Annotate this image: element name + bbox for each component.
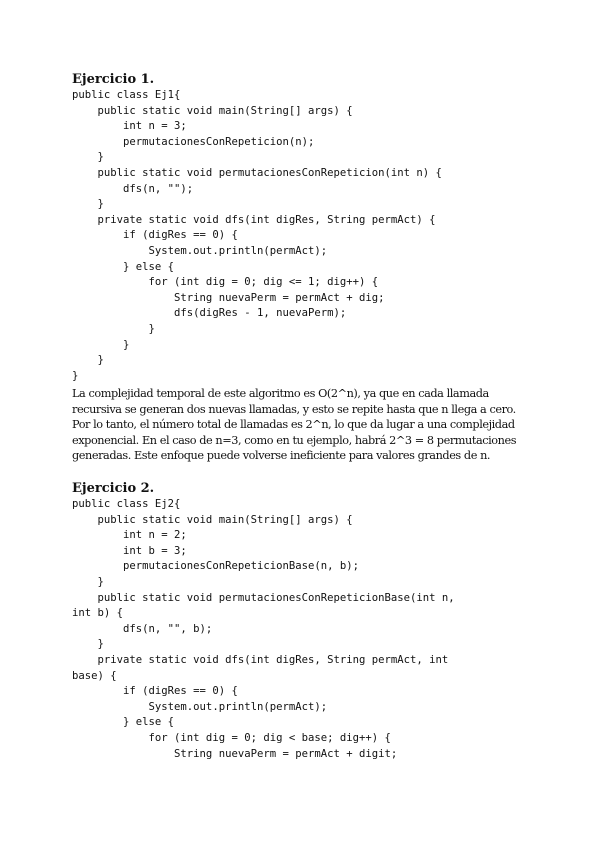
code-line: int n = 3; [72,120,187,133]
code-line: public class Ej1{ [72,89,181,101]
code-line: public static void permutacionesConRepeticion(int n) { [72,166,442,179]
code-line: System.out.println(permAct); [72,700,328,713]
code-line: int b) { [72,607,124,620]
code-line: } [72,354,104,367]
code-line: private static void dfs(int digRes, String permAct) { [72,213,436,226]
code-line: } [72,198,104,211]
code-line: public static void main(String[] args) { [72,513,353,526]
paragraph-line: recursiva se generan dos nuevas llamadas, y esto se repite hasta que n llega a cero. [72,402,516,416]
code-line: } else { [72,716,175,729]
paragraph-line: exponencial. En el caso de n=3, como en tu ejemplo, habrá 2^3 = 8 permutaciones [72,433,517,447]
paragraph-line: generadas. Este enfoque puede volverse ineficiente para valores grandes de n. [72,449,491,463]
exercise-2-code-block [72,497,542,762]
code-line: base) { [72,669,117,682]
paragraph-line: La complejidad temporal de este algoritmo es O(2^n), ya que en cada llamada [72,387,489,400]
code-line: } [72,338,130,351]
exercise-1-code-block [72,88,542,384]
code-line: public static void main(String[] args) { [72,104,353,117]
code-line: int b = 3; [72,544,187,557]
code-line: } [72,638,104,651]
code-line: for (int dig = 0; dig < base; dig++) { [72,731,391,744]
code-line: } [72,575,104,588]
code-line: dfs(n, ""); [72,182,194,195]
code-line: int n = 2; [72,529,187,542]
code-line: if (digRes == 0) { [72,229,238,242]
code-line: String nuevaPerm = permAct + digit; [72,747,398,760]
code-line: public class Ej2{ [72,498,181,510]
code-line: for (int dig = 0; dig <= 1; dig++) { [72,276,379,289]
code-line: String nuevaPerm = permAct + dig; [72,291,385,304]
exercise-2-heading: Ejercicio 2. [72,481,155,496]
code-line: } [72,322,155,335]
code-line: } [72,151,104,164]
code-line: private static void dfs(int digRes, String permAct, int [72,653,449,666]
code-line: dfs(n, "", b); [72,622,213,635]
code-line: dfs(digRes - 1, nuevaPerm); [72,307,347,320]
code-line: if (digRes == 0) { [72,685,238,698]
code-line: System.out.println(permAct); [72,244,328,257]
code-line: permutacionesConRepeticion(n); [72,135,315,148]
code-line: public static void permutacionesConRepeticionBase(int n, [72,591,455,604]
code-line: permutacionesConRepeticionBase(n, b); [72,560,360,573]
paragraph-line: Por lo tanto, el número total de llamadas es 2^n, lo que da lugar a una complejidad [72,418,515,432]
exercise-1-heading: Ejercicio 1. [72,72,155,87]
exercise-1-explanation [72,386,532,464]
code-line: } else { [72,260,175,273]
code-line: } [72,369,79,382]
